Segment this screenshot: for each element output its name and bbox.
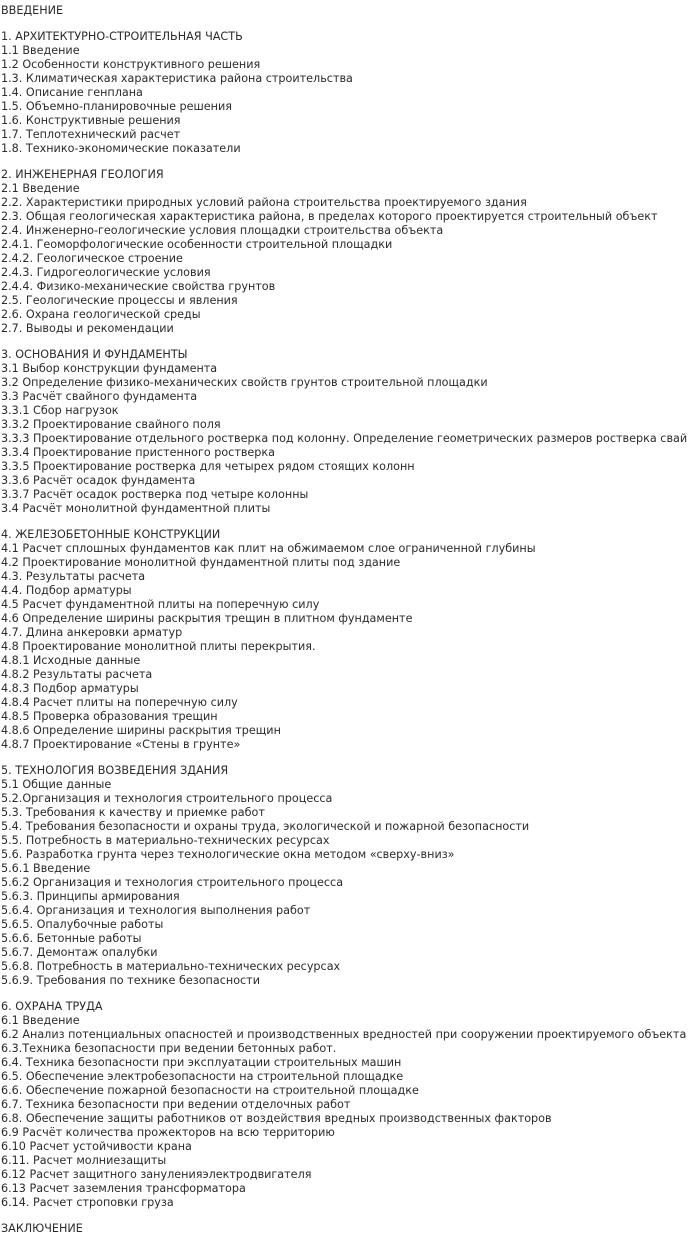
section-title: 5. ТЕХНОЛОГИЯ ВОЗВЕДЕНИЯ ЗДАНИЯ (1, 764, 229, 777)
toc-item: 4.1 Расчет сплошных фундаментов как плит на обжимаемом слое ограниченной глубины (1, 542, 536, 555)
section-title: 3. ОСНОВАНИЯ И ФУНДАМЕНТЫ (1, 348, 188, 361)
toc-item: 3.4 Расчёт монолитной фундаментной плиты (1, 502, 271, 515)
toc-item: 1.8. Технико-экономические показатели (1, 142, 241, 155)
toc-item: 3.3.2 Проектирование свайного поля (1, 418, 221, 431)
toc-item: 2.7. Выводы и рекомендации (1, 322, 174, 335)
toc-item: 4.3. Результаты расчета (1, 570, 146, 583)
toc-item: 5.6.7. Демонтаж опалубки (1, 946, 158, 959)
toc-item: 5.6.2 Организация и технология строительного процесса (1, 876, 344, 889)
toc-item: 5.6. Разработка грунта через технологические окна методом «сверху-вниз» (1, 848, 455, 861)
spacer (1, 516, 699, 528)
spacer (1, 988, 699, 1000)
toc-item: 5.6.6. Бетонные работы (1, 932, 142, 945)
toc-item: 5.1 Общие данные (1, 778, 112, 791)
toc-item: 1.2 Особенности конструктивного решения (1, 58, 261, 71)
toc-item: 4.8.2 Результаты расчета (1, 668, 153, 681)
toc-item: 6.12 Расчет защитного зануленияэлектродвигателя (1, 1168, 312, 1181)
toc-item: 4.2 Проектирование монолитной фундаментной плиты под здание (1, 556, 401, 569)
section-title: 1. АРХИТЕКТУРНО-СТРОИТЕЛЬНАЯ ЧАСТЬ (1, 30, 243, 43)
toc-item: 5.6.5. Опалубочные работы (1, 918, 164, 931)
toc-item: 4.4. Подбор арматуры (1, 584, 132, 597)
toc-item: 1.3. Климатическая характеристика района строительства (1, 72, 353, 85)
toc-item: 6.14. Расчет строповки груза (1, 1196, 174, 1209)
toc-item: 6.6. Обеспечение пожарной безопасности на строительной площадке (1, 1084, 419, 1097)
spacer (1, 156, 699, 168)
toc-item: 4.8.5 Проверка образования трещин (1, 710, 218, 723)
toc-intro: ВВЕДЕНИЕ (1, 4, 64, 17)
toc-item: 3.3.6 Расчёт осадок фундамента (1, 474, 196, 487)
toc-item: 2.5. Геологические процессы и явления (1, 294, 238, 307)
toc-item: 2.4.1. Геоморфологические особенности строительной площадки (1, 238, 393, 251)
toc-item: 2.6. Охрана геологической среды (1, 308, 201, 321)
toc-item: 5.6.9. Требования по технике безопасности (1, 974, 260, 987)
toc-item: 3.3.7 Расчёт осадок ростверка под четыре колонны (1, 488, 309, 501)
toc-item: 1.4. Описание генплана (1, 86, 143, 99)
section-title: 2. ИНЖЕНЕРНАЯ ГЕОЛОГИЯ (1, 168, 164, 181)
toc-item: 5.6.3. Принципы армирования (1, 890, 180, 903)
toc-item: 6.3.Техника безопасности при ведении бетонных работ. (1, 1042, 337, 1055)
toc-item: 2.4.2. Геологическое строение (1, 252, 183, 265)
toc-item: 5.4. Требования безопасности и охраны труда, экологической и пожарной безопасности (1, 820, 530, 833)
toc-item: 6.10 Расчет устойчивости крана (1, 1140, 192, 1153)
toc-conclusion: ЗАКЛЮЧЕНИЕ (1, 1222, 83, 1235)
toc-item: 6.9 Расчёт количества прожекторов на всю территорию (1, 1126, 335, 1139)
toc-item: 1.7. Теплотехнический расчет (1, 128, 181, 141)
toc-item: 4.7. Длина анкеровки арматур (1, 626, 183, 639)
toc-item: 6.4. Техника безопасности при эксплуатации строительных машин (1, 1056, 402, 1069)
toc-item: 3.3.3 Проектирование отдельного ростверка под колонну. Определение геометрических размеров ростверка свай (1, 432, 688, 445)
toc-item: 6.5. Обеспечение электробезопасности на строительной площадке (1, 1070, 404, 1083)
toc-item: 3.3.4 Проектирование пристенного ростверка (1, 446, 276, 459)
toc-item: 1.1 Введение (1, 44, 80, 57)
toc-item: 5.6.1 Введение (1, 862, 91, 875)
toc-item: 1.6. Конструктивные решения (1, 114, 181, 127)
toc-item: 2.1 Введение (1, 182, 80, 195)
toc-item: 6.2 Анализ потенциальных опасностей и производственных вредностей при сооружении проектируемого объекта (1, 1028, 687, 1041)
toc-item: 5.2.Организация и технология строительного процесса (1, 792, 333, 805)
toc-item: 4.8 Проектирование монолитной плиты перекрытия. (1, 640, 316, 653)
toc-item: 3.3 Расчёт свайного фундамента (1, 390, 198, 403)
spacer (1, 752, 699, 764)
toc-item: 4.8.3 Подбор арматуры (1, 682, 139, 695)
toc-item: 6.7. Техника безопасности при ведении отделочных работ (1, 1098, 351, 1111)
toc-item: 6.1 Введение (1, 1014, 80, 1027)
toc-item: 3.3.5 Проектирование ростверка для четырех рядом стоящих колонн (1, 460, 415, 473)
toc-item: 4.6 Определение ширины раскрытия трещин в плитном фундаменте (1, 612, 413, 625)
toc-item: 5.6.8. Потребность в материально-технических ресурсах (1, 960, 341, 973)
toc-item: 2.3. Общая геологическая характеристика района, в пределах которого проектируется строительный объект (1, 210, 658, 223)
toc-item: 2.4.4. Физико-механические свойства грунтов (1, 280, 276, 293)
table-of-contents (1, 4, 699, 1236)
toc-item: 1.5. Объемно-планировочные решения (1, 100, 232, 113)
toc-item: 2.2. Характеристики природных условий района строительства проектируемого здания (1, 196, 527, 209)
toc-item: 6.13 Расчет заземления трансформатора (1, 1182, 246, 1195)
toc-item: 2.4.3. Гидрогеологические условия (1, 266, 211, 279)
toc-item: 3.2 Определение физико-механических свойств грунтов строительной площадки (1, 376, 488, 389)
toc-item: 3.3.1 Сбор нагрузок (1, 404, 119, 417)
toc-item: 3.1 Выбор конструкции фундамента (1, 362, 218, 375)
toc-item: 4.8.6 Определение ширины раскрытия трещин (1, 724, 281, 737)
toc-item: 4.8.1 Исходные данные (1, 654, 141, 667)
toc-item: 4.8.4 Расчет плиты на поперечную силу (1, 696, 238, 709)
spacer (1, 18, 699, 30)
section-title: 4. ЖЕЛЕЗОБЕТОННЫЕ КОНСТРУКЦИИ (1, 528, 221, 541)
toc-item: 5.6.4. Организация и технология выполнения работ (1, 904, 311, 917)
toc-item: 5.3. Требования к качеству и приемке работ (1, 806, 265, 819)
toc-item: 4.5 Расчет фундаментной плиты на поперечную силу (1, 598, 320, 611)
toc-item: 4.8.7 Проектирование «Стены в грунте» (1, 738, 241, 751)
toc-item: 6.11. Расчет молниезащиты (1, 1154, 167, 1167)
toc-item: 2.4. Инженерно-геологические условия площадки строительства объекта (1, 224, 444, 237)
toc-item: 6.8. Обеспечение защиты работников от воздействия вредных производственных факторов (1, 1112, 552, 1125)
section-title: 6. ОХРАНА ТРУДА (1, 1000, 103, 1013)
spacer (1, 1210, 699, 1222)
spacer (1, 336, 699, 348)
toc-item: 5.5. Потребность в материально-технических ресурсах (1, 834, 330, 847)
